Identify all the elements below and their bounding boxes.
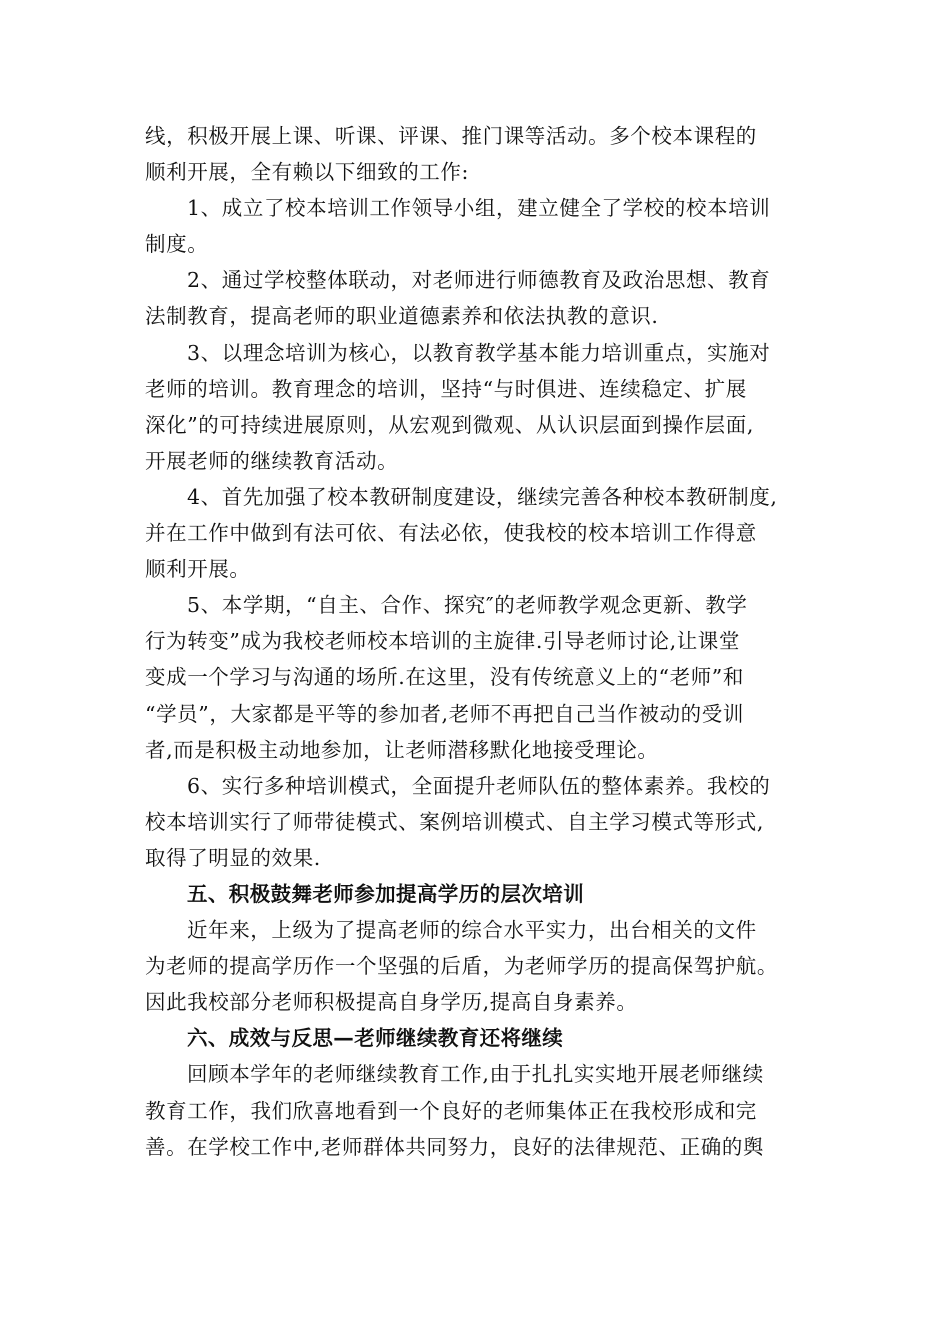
text-line: 6、实行多种培训模式，全面提升老师队伍的整体素养。我校的 [187,773,771,798]
text-line: 顺利开展。 [145,557,251,582]
text-line: 近年来，上级为了提高老师的综合水平实力，出台相关的文件 [187,918,757,943]
text-line: 4、首先加强了校本教研制度建设，继续完善各种校本教研制度, [187,484,778,509]
text-line: 开展老师的继续教育活动。 [145,448,399,473]
text-line: 者,而是积极主动地参加，让老师潜移默化地接受理论。 [145,737,659,762]
text-line: 3、以理念培训为核心，以教育教学基本能力培训重点，实施对 [187,340,771,365]
text-line: 校本培训实行了师带徒模式、案例培训模式、自主学习模式等形式, [145,809,765,834]
text-line: “学员”，大家都是平等的参加者,老师不再把自己当作被动的受训 [145,701,744,726]
text-line: 1、成立了校本培训工作领导小组，建立健全了学校的校本培训 [187,196,771,221]
text-line: 2、通过学校整体联动，对老师进行师德教育及政治思想、教育 [187,268,771,293]
section-heading: 六、成效与反思—老师继续教育还将继续 [187,1026,564,1051]
text-line: 教育工作，我们欣喜地看到一个良好的老师集体正在我校形成和完 [145,1098,757,1123]
document-page [145,118,813,1165]
section-heading: 五、积极鼓舞老师参加提高学历的层次培训 [187,881,585,906]
text-line: 因此我校部分老师积极提高自身学历,提高自身素养。 [145,990,638,1015]
text-line: 线，积极开展上课、听课、评课、推门课等活动。多个校本课程的 [145,124,757,148]
text-line: 深化”的可持续进展原则，从宏观到微观、从认识层面到操作层面, [145,412,754,437]
text-line: 制度。 [145,232,209,257]
text-line: 变成一个学习与沟通的场所.在这里，没有传统意义上的“老师”和 [145,665,744,690]
text-line: 为老师的提高学历作一个坚强的后盾，为老师学历的提高保驾护航。 [145,954,778,979]
text-line: 并在工作中做到有法可依、有法必依，使我校的校本培训工作得意 [145,521,757,546]
text-line: 顺利开展，全有赖以下细致的工作: [145,160,470,185]
text-line: 回顾本学年的老师继续教育工作,由于扎扎实实地开展老师继续 [187,1062,764,1087]
text-line: 老师的培训。教育理念的培训，坚持“与时俱进、连续稳定、扩展 [145,376,747,401]
text-line: 善。在学校工作中,老师群体共同努力，良好的法律规范、正确的舆 [145,1134,765,1159]
text-line: 5、本学期，“自主、合作、探究″的老师教学观念更新、教学 [187,593,748,618]
text-line: 法制教育，提高老师的职业道德素养和依法执教的意识. [145,304,659,329]
text-line: 取得了明显的效果. [145,845,321,870]
text-line: 行为转变”成为我校老师校本培训的主旋律.引导老师讨论,让课堂 [145,629,741,654]
